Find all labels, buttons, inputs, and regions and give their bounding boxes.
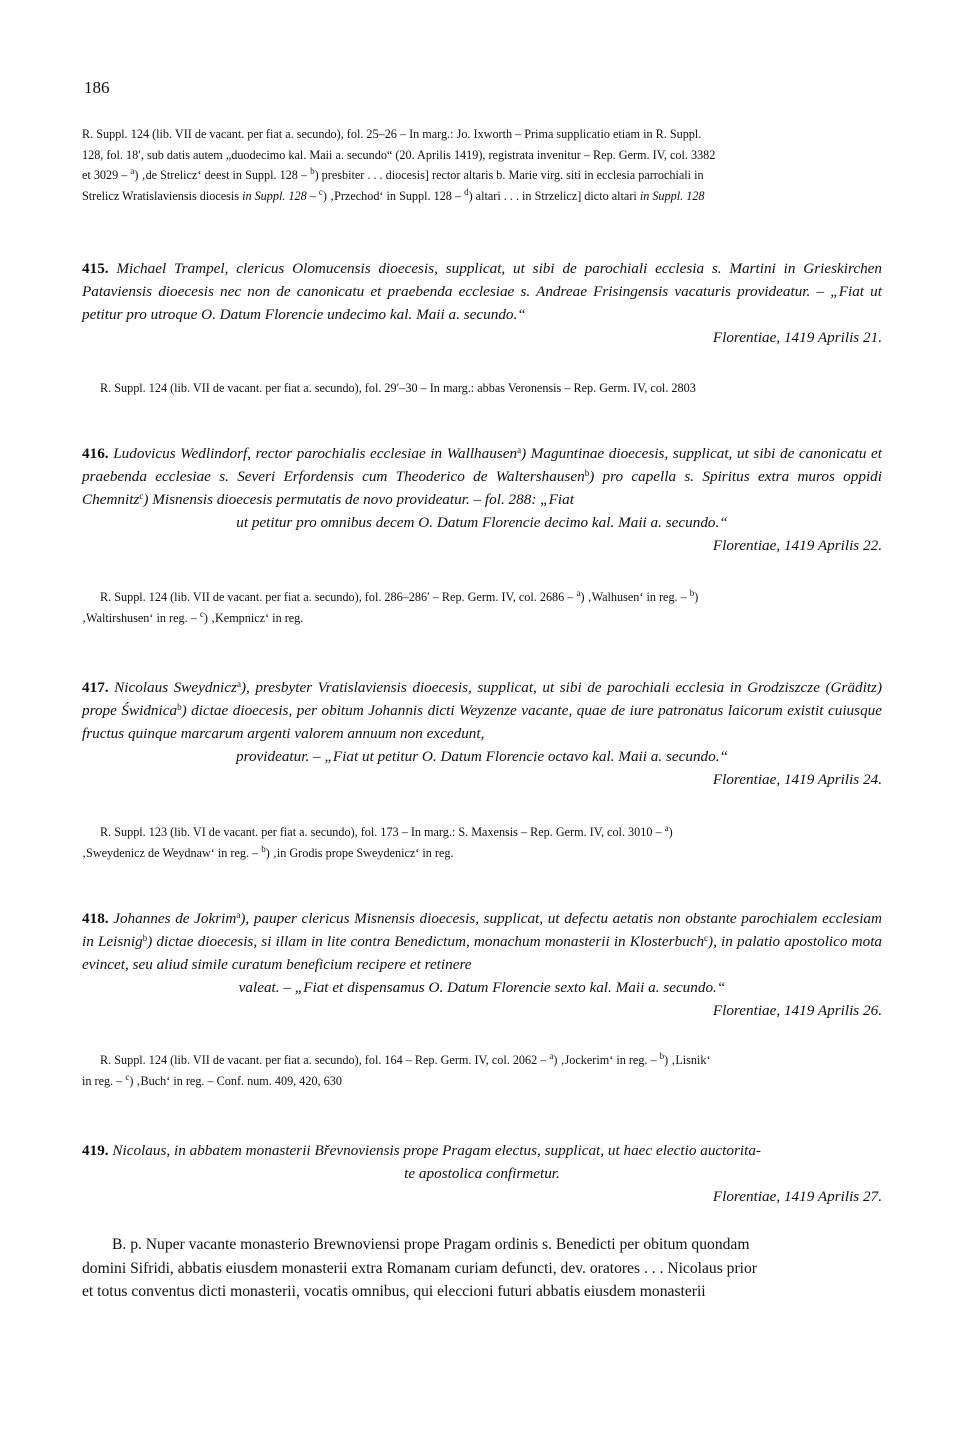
note-text: Strelicz Wratislaviensis diocesis (82, 188, 243, 203)
note-line (82, 145, 882, 166)
entry-text: ) dictae dioecesis, per obitum Johannis dicti Weyzenze vacante, quae de iure patronatus laicorum existit cuiusque fructus quinque marcarum argenti valorem annuum non excedunt, (82, 702, 882, 742)
footnote-mark: c (704, 933, 709, 943)
entry-text: te apostolica confirmetur. (404, 1165, 560, 1182)
entry-text: ut petitur pro omnibus decem O. Datum Florencie decimo kal. Maii a. secundo.“ (236, 514, 728, 531)
footnote-mark: a (664, 823, 669, 833)
entry-number: 419. (82, 1142, 109, 1159)
entry-place-date: Florentiae, 1419 Aprilis 27. (712, 1188, 882, 1205)
body-line: B. p. Nuper vacante monasterio Brewnoviensi prope Pragam ordinis s. Benedicti per obitum quondam (112, 1236, 750, 1253)
entry-text: ) Misnensis dioecesis permutatis de novo provideatur. – fol. 288: „Fiat (143, 491, 574, 508)
entry-place-date: Florentiae, 1419 Aprilis 22. (712, 537, 882, 554)
footnote-mark: b (177, 702, 182, 712)
entry-text: ), presbyter Vratislaviensis dioecesis, supplicat, ut sibi de parochiali ecclesia in Grodziszcze (Gräditz) prope Świdnica (82, 679, 883, 719)
entry-number: 417. (82, 679, 109, 696)
note-text: R. Suppl. 124 (lib. VII de vacant. per fiat a. secundo), fol. 25–26 – In marg.: Jo. Ixworth – Prima supplicatio etiam in R. Suppl. (82, 127, 702, 141)
entry-text: provideatur. – „Fiat ut petitur O. Datum Florencie octavo kal. Maii a. secundo.“ (236, 748, 728, 765)
entry-418 (82, 907, 882, 1022)
footnote-mark: b (689, 588, 695, 598)
footnote-mark: c (139, 491, 144, 501)
entry-text: Nicolaus, in abbatem monasterii Břevnoviensis prope Pragam electus, supplicat, ut haec electio auctorita- (112, 1142, 761, 1159)
entry-text: ), pauper clericus Misnensis dioecesis, supplicat, ut defectu aetatis non obstante parochialem ecclesiam in Leisnig (82, 910, 882, 950)
footnote-mark: a (236, 910, 241, 920)
note-text: in reg. – (82, 1073, 126, 1088)
note-text: ) altari . . . in Strzelicz] dicto altari (468, 188, 640, 203)
note-text: ) ‚in Grodis prope Sweydenicz‘ in reg. (265, 845, 454, 860)
entry-place-date: Florentiae, 1419 Aprilis 21. (712, 329, 882, 346)
note-text: ) ‚Walhusen‘ in reg. – (580, 590, 690, 604)
footnote-mark: c (125, 1071, 130, 1082)
note-text: in Suppl. 128 (639, 188, 705, 203)
entry-text: ) Maguntinae dioecesis, supplicat, ut sibi de canonicatu et praebenda ecclesiae s. Severi Erfordensis cum Theoderico de Waltershausen (82, 445, 883, 485)
note-text: ) (668, 825, 673, 839)
apparatus-note-top (82, 124, 882, 206)
note-line (82, 124, 882, 145)
apparatus-note-415 (82, 378, 882, 399)
entry-text: Michael Trampel, clericus Olomucensis dioecesis, supplicat, ut sibi de parochiali ecclesia s. Martini in Grieskirchen Pataviensis dioecesis nec non de canonicatu et praebenda ecclesiae s. Andreae Frisingensis vacaturis provideatur. – „Fiat ut petitur pro utroque O. Datum Florencie undecimo kal. Maii a. secundo.“ (82, 260, 882, 323)
note-text: et 3029 – (82, 168, 131, 182)
footnote-mark: a (549, 1051, 554, 1061)
note-text: in Suppl. 128 (242, 188, 307, 203)
note-line (82, 165, 882, 186)
entry-417 (82, 676, 882, 791)
footnote-mark: c (318, 186, 323, 197)
note-text: ) ‚de Strelicz‘ deest in Suppl. 128 – (134, 168, 311, 182)
entry-number: 416. (82, 445, 109, 462)
note-text: R. Suppl. 123 (lib. VI de vacant. per fiat a. secundo), fol. 173 – In marg.: S. Maxensis – Rep. Germ. IV, col. 3010 – (100, 825, 665, 839)
note-text: ) presbiter . . . diocesis] rector altaris b. Marie virg. siti in ecclesia parrochiali in (314, 168, 704, 182)
entry-text: ), in palatio apostolico mota evincet, seu aliud simile curatum beneficium recipere et retinere (82, 933, 883, 973)
footnote-mark: b (310, 166, 315, 176)
note-text: R. Suppl. 124 (lib. VII de vacant. per fiat a. secundo), fol. 29′–30 – In marg.: abbas Veronensis – Rep. Germ. IV, col. 2803 (100, 381, 696, 395)
note-text: R. Suppl. 124 (lib. VII de vacant. per fiat a. secundo), fol. 286–286′ – Rep. Germ. IV, col. 2686 – (100, 590, 577, 604)
entry-place-date: Florentiae, 1419 Aprilis 26. (712, 1002, 882, 1019)
footnote-mark: b (261, 843, 266, 854)
note-text: ) (694, 590, 699, 604)
note-text: ) ‚Buch‘ in reg. – Conf. num. 409, 420, 630 (129, 1073, 342, 1088)
footnote-mark: a (236, 679, 241, 689)
note-text: ) ‚Lisnik‘ (664, 1053, 711, 1067)
apparatus-note-418 (82, 1050, 882, 1091)
entry-416 (82, 442, 882, 557)
apparatus-note-416 (82, 587, 882, 628)
apparatus-note-417 (82, 822, 882, 863)
entry-419 (82, 1139, 882, 1208)
note-text: – (306, 188, 319, 203)
body-line: domini Sifridi, abbatis eiusdem monasterii extra Romanam curiam defuncti, dev. oratores . . . Nicolaus prior (82, 1259, 757, 1277)
entry-text: Nicolaus Sweydnicz (114, 679, 237, 696)
note-text: R. Suppl. 124 (lib. VII de vacant. per fiat a. secundo), fol. 164 – Rep. Germ. IV, col. 2062 – (100, 1053, 550, 1067)
body-text (82, 1233, 882, 1304)
entry-place-date: Florentiae, 1419 Aprilis 24. (712, 771, 882, 788)
footnote-mark: b (142, 933, 148, 943)
entry-text: ) dictae dioecesis, si illam in lite contra Benedictum, monachum monasterii in Klosterbuch (147, 933, 705, 950)
entry-text: Johannes de Jokrim (113, 910, 237, 927)
page-number: 186 (84, 78, 110, 97)
entry-text: Ludovicus Wedlindorf, rector parochialis ecclesiae in Wallhausen (113, 445, 518, 462)
footnote-mark: c (199, 608, 204, 619)
footnote-mark: b (659, 1051, 665, 1061)
note-text: ) ‚Przechod‘ in Suppl. 128 – (322, 188, 465, 203)
footnote-mark: b (584, 468, 590, 478)
entry-text: valeat. – „Fiat et dispensamus O. Datum Florencie sexto kal. Maii a. secundo.“ (238, 979, 726, 996)
entry-415 (82, 257, 882, 349)
entry-number: 418. (82, 910, 109, 927)
note-line (82, 186, 882, 207)
entry-text: ) pro capella s. Spiritus extra muros oppidi Chemnitz (82, 468, 882, 508)
entry-number: 415. (82, 260, 109, 277)
note-text: ) ‚Jockerim‘ in reg. – (553, 1053, 660, 1067)
footnote-mark: a (576, 588, 581, 598)
note-text: ) ‚Kempnicz‘ in reg. (203, 610, 304, 625)
body-line: et totus conventus dicti monasterii, vocatis omnibus, qui eleccioni futuri abbatis eiusdem monasterii (82, 1283, 706, 1300)
footnote-mark: a (130, 166, 135, 176)
footnote-mark: a (517, 445, 522, 455)
note-text: 128, fol. 18′, sub datis autem „duodecimo kal. Maii a. secundo“ (20. Aprilis 1419), registrata invenitur – Rep. Germ. IV, col. 3382 (82, 147, 716, 162)
note-text: ‚Sweydenicz de Weydnaw‘ in reg. – (82, 845, 262, 860)
footnote-mark: d (464, 186, 469, 197)
note-text: ‚Waltirshusen‘ in reg. – (82, 610, 200, 625)
